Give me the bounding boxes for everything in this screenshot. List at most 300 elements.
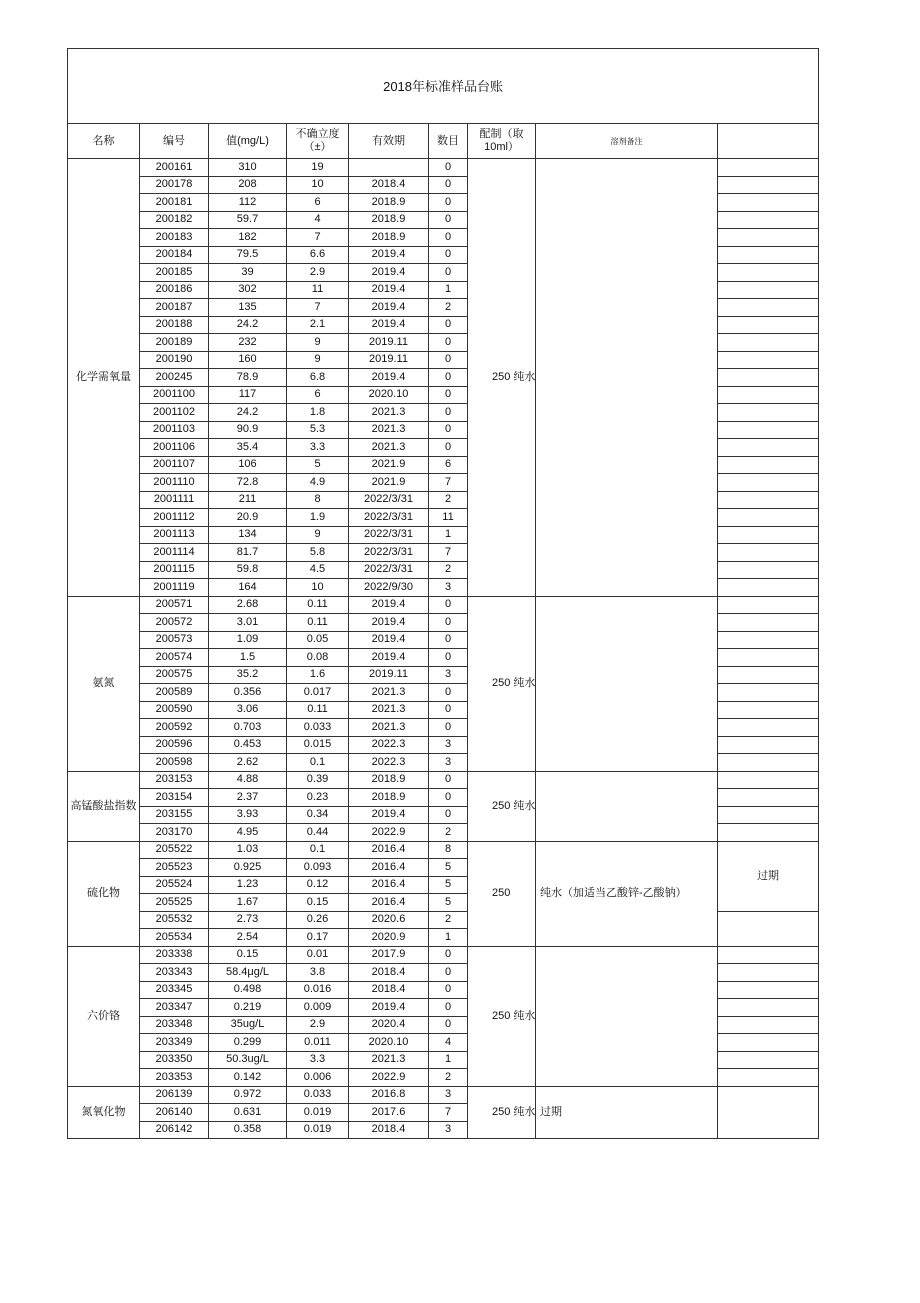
cell-uncertainty: 0.1 [287, 754, 349, 772]
cell-value: 0.142 [209, 1069, 287, 1087]
cell-uncertainty: 11 [287, 281, 349, 299]
cell-count: 0 [429, 946, 468, 964]
cell-value: 106 [209, 456, 287, 474]
cell-count: 11 [429, 509, 468, 527]
cell-uncertainty: 0.12 [287, 876, 349, 894]
row-remark [718, 789, 819, 807]
row-remark [718, 719, 819, 737]
cell-code: 203154 [140, 789, 209, 807]
cell-uncertainty: 0.11 [287, 596, 349, 614]
cell-code: 200161 [140, 159, 209, 177]
cell-expiry: 2019.4 [349, 596, 429, 614]
cell-value: 72.8 [209, 474, 287, 492]
cell-code: 200572 [140, 614, 209, 632]
group-remark: 过期 [718, 841, 819, 911]
cell-expiry: 2022.9 [349, 1069, 429, 1087]
cell-code: 2001106 [140, 439, 209, 457]
table-row [68, 159, 819, 177]
cell-value: 1.5 [209, 649, 287, 667]
cell-expiry: 2016.8 [349, 1086, 429, 1104]
cell-value: 39 [209, 264, 287, 282]
cell-code: 203347 [140, 999, 209, 1017]
cell-expiry: 2022/3/31 [349, 561, 429, 579]
cell-count: 1 [429, 929, 468, 947]
cell-value: 4.95 [209, 824, 287, 842]
cell-count: 0 [429, 981, 468, 999]
header-row [68, 124, 819, 159]
cell-expiry: 2021.3 [349, 1051, 429, 1069]
row-remark [718, 579, 819, 597]
cell-code: 200596 [140, 736, 209, 754]
row-remark [718, 561, 819, 579]
cell-value: 24.2 [209, 404, 287, 422]
cell-uncertainty: 0.01 [287, 946, 349, 964]
cell-expiry: 2020.4 [349, 1016, 429, 1034]
cell-code: 200188 [140, 316, 209, 334]
cell-value: 208 [209, 176, 287, 194]
cell-count: 5 [429, 894, 468, 912]
cell-value: 1.09 [209, 631, 287, 649]
cell-expiry: 2016.4 [349, 841, 429, 859]
cell-expiry: 2019.4 [349, 246, 429, 264]
cell-expiry: 2020.9 [349, 929, 429, 947]
cell-value: 4.88 [209, 771, 287, 789]
row-remark [718, 1051, 819, 1069]
group-preparation: 250 纯水 [468, 596, 536, 771]
cell-value: 3.06 [209, 701, 287, 719]
cell-uncertainty: 0.08 [287, 649, 349, 667]
cell-expiry: 2018.4 [349, 964, 429, 982]
group-preparation: 250 纯水 [468, 771, 536, 841]
cell-code: 200178 [140, 176, 209, 194]
cell-count: 0 [429, 316, 468, 334]
cell-uncertainty: 1.8 [287, 404, 349, 422]
cell-code: 203155 [140, 806, 209, 824]
cell-value: 0.925 [209, 859, 287, 877]
row-remark [718, 981, 819, 999]
row-remark [718, 526, 819, 544]
cell-count: 3 [429, 579, 468, 597]
group-name: 高锰酸盐指数 [68, 771, 140, 841]
cell-uncertainty: 19 [287, 159, 349, 177]
cell-expiry [349, 159, 429, 177]
cell-count: 2 [429, 561, 468, 579]
row-remark [718, 369, 819, 387]
cell-count: 0 [429, 771, 468, 789]
cell-value: 79.5 [209, 246, 287, 264]
cell-uncertainty: 3.3 [287, 1051, 349, 1069]
cell-count: 7 [429, 474, 468, 492]
cell-expiry: 2016.4 [349, 859, 429, 877]
cell-value: 0.358 [209, 1121, 287, 1139]
cell-code: 203343 [140, 964, 209, 982]
cell-value: 35.2 [209, 666, 287, 684]
cell-value: 164 [209, 579, 287, 597]
cell-code: 203353 [140, 1069, 209, 1087]
cell-expiry: 2018.9 [349, 771, 429, 789]
cell-value: 117 [209, 386, 287, 404]
cell-code: 200182 [140, 211, 209, 229]
row-remark [718, 176, 819, 194]
cell-value: 182 [209, 229, 287, 247]
cell-count: 2 [429, 824, 468, 842]
cell-uncertainty: 6.6 [287, 246, 349, 264]
cell-count: 1 [429, 526, 468, 544]
row-remark [718, 754, 819, 772]
cell-uncertainty: 7 [287, 229, 349, 247]
cell-uncertainty: 0.05 [287, 631, 349, 649]
cell-expiry: 2021.3 [349, 719, 429, 737]
cell-value: 78.9 [209, 369, 287, 387]
cell-count: 6 [429, 456, 468, 474]
cell-count: 5 [429, 876, 468, 894]
header-code: 编号 [140, 124, 209, 159]
cell-value: 35.4 [209, 439, 287, 457]
cell-value: 58.4μg/L [209, 964, 287, 982]
table-row [68, 841, 819, 859]
cell-expiry: 2019.11 [349, 666, 429, 684]
cell-code: 200185 [140, 264, 209, 282]
cell-expiry: 2019.4 [349, 299, 429, 317]
cell-count: 3 [429, 666, 468, 684]
cell-uncertainty: 4.5 [287, 561, 349, 579]
cell-uncertainty: 0.26 [287, 911, 349, 929]
cell-uncertainty: 2.1 [287, 316, 349, 334]
cell-count: 0 [429, 631, 468, 649]
cell-code: 200573 [140, 631, 209, 649]
cell-value: 0.219 [209, 999, 287, 1017]
cell-code: 203349 [140, 1034, 209, 1052]
cell-expiry: 2021.3 [349, 684, 429, 702]
cell-uncertainty: 6 [287, 386, 349, 404]
cell-expiry: 2018.9 [349, 211, 429, 229]
cell-count: 0 [429, 439, 468, 457]
cell-value: 0.299 [209, 1034, 287, 1052]
cell-code: 205524 [140, 876, 209, 894]
cell-value: 2.37 [209, 789, 287, 807]
cell-count: 0 [429, 614, 468, 632]
cell-expiry: 2019.4 [349, 281, 429, 299]
cell-expiry: 2019.11 [349, 334, 429, 352]
cell-value: 90.9 [209, 421, 287, 439]
cell-uncertainty: 0.015 [287, 736, 349, 754]
cell-expiry: 2022/3/31 [349, 491, 429, 509]
cell-code: 2001107 [140, 456, 209, 474]
cell-code: 200190 [140, 351, 209, 369]
cell-code: 200598 [140, 754, 209, 772]
cell-count: 0 [429, 229, 468, 247]
cell-count: 7 [429, 1104, 468, 1122]
group-name: 硫化物 [68, 841, 140, 946]
cell-uncertainty: 9 [287, 351, 349, 369]
cell-uncertainty: 0.019 [287, 1104, 349, 1122]
cell-count: 0 [429, 701, 468, 719]
row-remark [718, 386, 819, 404]
cell-code: 200575 [140, 666, 209, 684]
table-row [68, 1086, 819, 1104]
cell-expiry: 2019.4 [349, 316, 429, 334]
cell-value: 50.3ug/L [209, 1051, 287, 1069]
cell-expiry: 2018.9 [349, 229, 429, 247]
cell-code: 2001114 [140, 544, 209, 562]
cell-value: 1.23 [209, 876, 287, 894]
cell-count: 0 [429, 421, 468, 439]
cell-expiry: 2017.6 [349, 1104, 429, 1122]
cell-expiry: 2022.3 [349, 754, 429, 772]
header-extra [718, 124, 819, 159]
cell-uncertainty: 0.23 [287, 789, 349, 807]
cell-uncertainty: 0.11 [287, 701, 349, 719]
cell-uncertainty: 0.1 [287, 841, 349, 859]
row-remark [718, 631, 819, 649]
group-name: 氨氮 [68, 596, 140, 771]
cell-count: 8 [429, 841, 468, 859]
row-remark [718, 159, 819, 177]
cell-expiry: 2018.9 [349, 194, 429, 212]
row-remark [718, 246, 819, 264]
cell-uncertainty: 9 [287, 526, 349, 544]
cell-code: 200184 [140, 246, 209, 264]
cell-count: 0 [429, 211, 468, 229]
row-remark [718, 1034, 819, 1052]
group-name: 六价铬 [68, 946, 140, 1086]
row-remark [718, 701, 819, 719]
cell-expiry: 2019.4 [349, 649, 429, 667]
cell-code: 203170 [140, 824, 209, 842]
cell-expiry: 2019.4 [349, 369, 429, 387]
cell-uncertainty: 5 [287, 456, 349, 474]
cell-uncertainty: 10 [287, 176, 349, 194]
cell-uncertainty: 3.3 [287, 439, 349, 457]
cell-count: 2 [429, 491, 468, 509]
cell-expiry: 2019.4 [349, 614, 429, 632]
row-remark [718, 456, 819, 474]
cell-count: 0 [429, 789, 468, 807]
cell-code: 200589 [140, 684, 209, 702]
cell-expiry: 2018.4 [349, 176, 429, 194]
header-solvent-note: 溶剂备注 [536, 124, 718, 159]
cell-count: 2 [429, 299, 468, 317]
cell-count: 7 [429, 544, 468, 562]
cell-count: 0 [429, 334, 468, 352]
cell-expiry: 2018.4 [349, 1121, 429, 1139]
group-solvent-note [536, 596, 718, 771]
cell-uncertainty: 0.011 [287, 1034, 349, 1052]
cell-uncertainty: 0.44 [287, 824, 349, 842]
cell-uncertainty: 7 [287, 299, 349, 317]
cell-expiry: 2021.3 [349, 404, 429, 422]
row-remark [718, 649, 819, 667]
row-remark [718, 211, 819, 229]
group-preparation: 250 [468, 841, 536, 946]
cell-code: 200245 [140, 369, 209, 387]
cell-code: 2001112 [140, 509, 209, 527]
cell-uncertainty: 4 [287, 211, 349, 229]
cell-count: 0 [429, 806, 468, 824]
cell-value: 0.356 [209, 684, 287, 702]
row-remark [718, 614, 819, 632]
cell-code: 2001113 [140, 526, 209, 544]
row-remark [718, 736, 819, 754]
group-solvent-note: 过期 [536, 1086, 718, 1139]
cell-count: 1 [429, 281, 468, 299]
cell-uncertainty: 6 [287, 194, 349, 212]
cell-count: 0 [429, 264, 468, 282]
cell-expiry: 2022/9/30 [349, 579, 429, 597]
row-remark [718, 316, 819, 334]
cell-code: 206140 [140, 1104, 209, 1122]
cell-code: 203348 [140, 1016, 209, 1034]
cell-count: 0 [429, 649, 468, 667]
cell-count: 0 [429, 369, 468, 387]
row-remark [718, 999, 819, 1017]
cell-count: 0 [429, 964, 468, 982]
cell-expiry: 2019.11 [349, 351, 429, 369]
row-remark [718, 1069, 819, 1087]
cell-code: 205534 [140, 929, 209, 947]
group-solvent-note [536, 159, 718, 597]
cell-count: 0 [429, 246, 468, 264]
cell-value: 2.54 [209, 929, 287, 947]
cell-expiry: 2021.3 [349, 439, 429, 457]
cell-count: 0 [429, 351, 468, 369]
cell-value: 0.631 [209, 1104, 287, 1122]
cell-count: 2 [429, 1069, 468, 1087]
cell-value: 0.15 [209, 946, 287, 964]
cell-value: 2.73 [209, 911, 287, 929]
cell-code: 2001102 [140, 404, 209, 422]
cell-value: 112 [209, 194, 287, 212]
cell-code: 2001119 [140, 579, 209, 597]
cell-code: 2001100 [140, 386, 209, 404]
group-solvent-note [536, 771, 718, 841]
cell-expiry: 2019.4 [349, 631, 429, 649]
cell-uncertainty: 0.15 [287, 894, 349, 912]
cell-expiry: 2022/3/31 [349, 544, 429, 562]
cell-uncertainty: 0.006 [287, 1069, 349, 1087]
cell-expiry: 2016.4 [349, 876, 429, 894]
cell-count: 0 [429, 1016, 468, 1034]
standard-sample-ledger-table [67, 48, 819, 1139]
row-remark [718, 964, 819, 982]
cell-count: 0 [429, 386, 468, 404]
row-remark [718, 404, 819, 422]
cell-expiry: 2018.4 [349, 981, 429, 999]
row-remark [718, 544, 819, 562]
cell-uncertainty: 8 [287, 491, 349, 509]
cell-value: 24.2 [209, 316, 287, 334]
row-remark [718, 684, 819, 702]
group-preparation: 250 纯水 [468, 1086, 536, 1139]
cell-value: 20.9 [209, 509, 287, 527]
cell-uncertainty: 3.8 [287, 964, 349, 982]
cell-expiry: 2019.4 [349, 999, 429, 1017]
cell-expiry: 2022.3 [349, 736, 429, 754]
cell-count: 0 [429, 596, 468, 614]
cell-value: 232 [209, 334, 287, 352]
row-remark [718, 474, 819, 492]
group-name: 化学需氧量 [68, 159, 140, 597]
cell-value: 81.7 [209, 544, 287, 562]
cell-expiry: 2017.9 [349, 946, 429, 964]
cell-code: 200592 [140, 719, 209, 737]
group-solvent-note [536, 946, 718, 1086]
cell-uncertainty: 0.033 [287, 1086, 349, 1104]
cell-value: 211 [209, 491, 287, 509]
cell-uncertainty: 1.6 [287, 666, 349, 684]
cell-expiry: 2022/3/31 [349, 509, 429, 527]
table-row [68, 596, 819, 614]
row-remark [718, 946, 819, 964]
cell-uncertainty: 0.017 [287, 684, 349, 702]
cell-value: 160 [209, 351, 287, 369]
cell-code: 203345 [140, 981, 209, 999]
row-remark [718, 334, 819, 352]
header-count: 数目 [429, 124, 468, 159]
cell-count: 0 [429, 194, 468, 212]
cell-uncertainty: 2.9 [287, 1016, 349, 1034]
cell-expiry: 2021.9 [349, 474, 429, 492]
row-remark [718, 806, 819, 824]
cell-count: 3 [429, 736, 468, 754]
cell-value: 310 [209, 159, 287, 177]
header-value: 值(mg/L) [209, 124, 287, 159]
row-remark [718, 666, 819, 684]
cell-code: 2001103 [140, 421, 209, 439]
cell-count: 0 [429, 159, 468, 177]
cell-count: 0 [429, 684, 468, 702]
cell-expiry: 2022.9 [349, 824, 429, 842]
cell-code: 200571 [140, 596, 209, 614]
cell-count: 0 [429, 404, 468, 422]
cell-value: 2.68 [209, 596, 287, 614]
row-remark [718, 299, 819, 317]
cell-uncertainty: 0.17 [287, 929, 349, 947]
cell-count: 0 [429, 176, 468, 194]
cell-uncertainty: 9 [287, 334, 349, 352]
cell-uncertainty: 6.8 [287, 369, 349, 387]
row-remark [718, 264, 819, 282]
row-remark [718, 491, 819, 509]
cell-uncertainty: 0.019 [287, 1121, 349, 1139]
row-remark [718, 281, 819, 299]
cell-expiry: 2020.10 [349, 1034, 429, 1052]
cell-code: 206142 [140, 1121, 209, 1139]
cell-value: 59.7 [209, 211, 287, 229]
cell-code: 2001115 [140, 561, 209, 579]
cell-code: 200186 [140, 281, 209, 299]
cell-code: 205532 [140, 911, 209, 929]
cell-code: 200189 [140, 334, 209, 352]
cell-code: 200574 [140, 649, 209, 667]
cell-uncertainty: 0.34 [287, 806, 349, 824]
cell-uncertainty: 0.033 [287, 719, 349, 737]
header-preparation: 配制（取10ml） [468, 124, 536, 159]
group-preparation: 250 纯水 [468, 159, 536, 597]
cell-code: 205523 [140, 859, 209, 877]
cell-code: 203153 [140, 771, 209, 789]
row-remark [718, 771, 819, 789]
row-remark [718, 229, 819, 247]
row-remark [718, 421, 819, 439]
cell-value: 0.453 [209, 736, 287, 754]
row-remark [718, 194, 819, 212]
group-solvent-note: 纯水（加适当乙酸锌-乙酸钠） [536, 841, 718, 946]
cell-value: 0.703 [209, 719, 287, 737]
cell-expiry: 2016.4 [349, 894, 429, 912]
cell-value: 2.62 [209, 754, 287, 772]
cell-uncertainty: 4.9 [287, 474, 349, 492]
